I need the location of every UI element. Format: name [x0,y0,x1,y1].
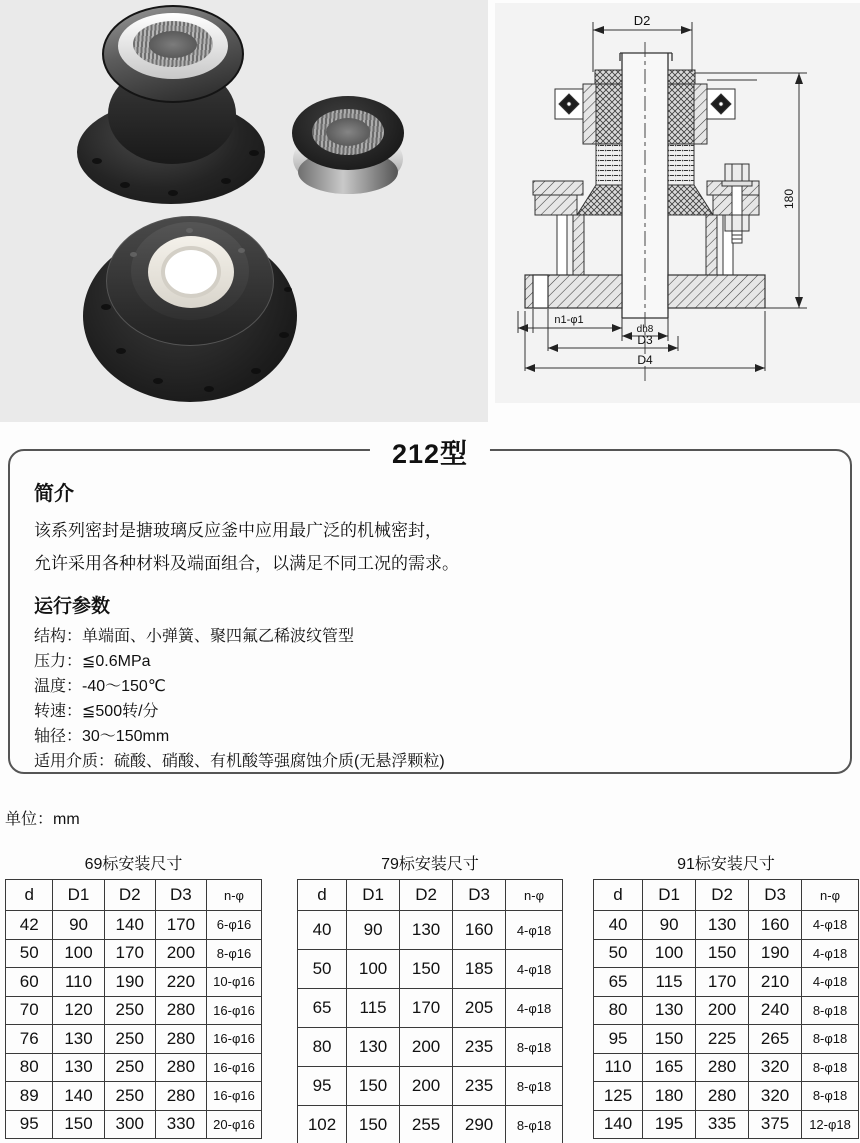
table-cell: 80 [594,996,643,1025]
table-cell: 170 [104,939,155,968]
table-cell: 150 [347,1106,400,1143]
table-cell: 8-φ18 [802,1053,859,1082]
table-cell: 205 [453,989,506,1028]
table-title-69: 69标安装尺寸 [84,856,183,873]
header-row [594,880,859,911]
table-cell: 89 [6,1082,53,1111]
table-cell: 140 [104,911,155,940]
seal2-bore [161,246,221,298]
table-cell: 140 [594,1110,643,1139]
column-header: n-φ [506,880,563,911]
table-cell: 250 [104,1025,155,1054]
table-cell: 95 [6,1110,53,1139]
table-row [298,1067,563,1106]
shaft [620,53,672,318]
table-row [6,1053,262,1082]
table-cell: 102 [298,1106,347,1143]
table-row [594,939,859,968]
table-cell: 140 [53,1082,104,1111]
table-cell: 100 [53,939,104,968]
table-cell: 8-φ18 [506,1028,563,1067]
table-cell: 16-φ16 [207,1053,262,1082]
column-header: D2 [104,880,155,911]
table-row [594,968,859,997]
table-cell: 4-φ18 [506,950,563,989]
table-cell: 280 [155,1025,206,1054]
table-cell: 200 [400,1067,453,1106]
table-row [594,1110,859,1139]
table-cell: 50 [6,939,53,968]
dimension-table-69 [5,879,262,1139]
table-cell: 280 [155,996,206,1025]
table-cell: 240 [749,996,802,1025]
dimension-table-79 [297,879,563,1143]
intro-line: 该系列密封是搪玻璃反应釜中应用最广泛的机械密封， [34,521,442,540]
table-row [594,1053,859,1082]
table-cell: 50 [298,950,347,989]
table-cell: 160 [749,911,802,940]
table-cell: 130 [347,1028,400,1067]
page-title: 212型 [370,432,490,471]
table-cell: 115 [347,989,400,1028]
table-cell: 125 [594,1082,643,1111]
table-cell: 95 [594,1025,643,1054]
param-line-speed: 转速：≦500转/分 [34,703,159,721]
table-cell: 120 [53,996,104,1025]
column-header: n-φ [207,880,262,911]
product-photo-panel [0,0,488,422]
table-cell: 280 [696,1053,749,1082]
table-cell: 4-φ18 [506,911,563,950]
dim-label-d3: D3 [637,333,653,347]
param-line-temperature: 温度：-40～150℃ [34,678,166,696]
table-cell: 280 [155,1082,206,1111]
column-header: D1 [643,880,696,911]
intro-heading: 简介 [34,483,74,505]
table-cell: 150 [347,1067,400,1106]
table-cell: 320 [749,1082,802,1111]
table-cell: 375 [749,1110,802,1139]
table-cell: 20-φ16 [207,1110,262,1139]
table-cell: 130 [643,996,696,1025]
table-cell: 320 [749,1053,802,1082]
table-cell: 80 [6,1053,53,1082]
table-cell: 130 [53,1053,104,1082]
seal-bore [149,31,197,58]
table-cell: 335 [696,1110,749,1139]
table-cell: 50 [594,939,643,968]
set-screw-left [555,89,583,119]
table-cell: 190 [749,939,802,968]
table-cell: 290 [453,1106,506,1143]
table-cell: 4-φ18 [802,939,859,968]
table-cell: 76 [6,1025,53,1054]
table-cell: 330 [155,1110,206,1139]
table-row [6,939,262,968]
technical-drawing [495,3,860,403]
column-header: n-φ [802,880,859,911]
dim-label-d4: D4 [637,353,653,367]
dim-label-n1: n1-φ1 [554,314,584,326]
table-cell: 16-φ16 [207,996,262,1025]
table-row [298,1106,563,1143]
table-cell: 16-φ16 [207,1025,262,1054]
table-cell: 185 [453,950,506,989]
table-cell: 150 [696,939,749,968]
table-cell: 60 [6,968,53,997]
table-cell: 150 [53,1110,104,1139]
set-screw-right [707,89,735,119]
table-cell: 130 [696,911,749,940]
table-cell: 4-φ18 [802,968,859,997]
table-cell: 210 [749,968,802,997]
table-cell: 265 [749,1025,802,1054]
table-section-69 [5,851,262,1139]
params-heading: 运行参数 [34,596,111,618]
dim-label-180: 180 [782,188,796,210]
column-header: D2 [400,880,453,911]
table-cell: 4-φ18 [802,911,859,940]
table-cell: 170 [696,968,749,997]
table-cell: 40 [594,911,643,940]
table-cell: 90 [643,911,696,940]
table-cell: 16-φ16 [207,1082,262,1111]
table-row [6,1082,262,1111]
param-line-shaft-diameter: 轴径：30～150mm [34,728,170,746]
table-cell: 8-φ18 [802,1025,859,1054]
table-row [594,996,859,1025]
ring-bore [326,118,370,146]
table-cell: 70 [6,996,53,1025]
table-row [594,911,859,940]
table-cell: 170 [155,911,206,940]
table-title-79: 79标安装尺寸 [381,856,479,873]
param-line-pressure: 压力：≦0.6MPa [34,653,151,671]
table-cell: 280 [696,1082,749,1111]
table-cell: 65 [298,989,347,1028]
unit-label: 单位：mm [5,811,80,828]
table-row [594,1082,859,1111]
table-cell: 200 [400,1028,453,1067]
table-cell: 200 [155,939,206,968]
table-row [298,911,563,950]
table-cell: 40 [298,911,347,950]
spec-box [8,449,852,774]
table-row [6,911,262,940]
table-cell: 150 [643,1025,696,1054]
table-row [298,989,563,1028]
header-row [298,880,563,911]
header-row [6,880,262,911]
table-cell: 6-φ16 [207,911,262,940]
table-cell: 10-φ16 [207,968,262,997]
table-cell: 90 [347,911,400,950]
table-cell: 190 [104,968,155,997]
table-row [6,1025,262,1054]
table-cell: 90 [53,911,104,940]
table-cell: 110 [53,968,104,997]
table-row [6,1110,262,1139]
table-cell: 130 [53,1025,104,1054]
table-cell: 170 [400,989,453,1028]
column-header: d [6,880,53,911]
table-cell: 200 [696,996,749,1025]
table-cell: 100 [347,950,400,989]
table-cell: 100 [643,939,696,968]
column-header: d [298,880,347,911]
table-row [6,996,262,1025]
table-section-91 [593,851,859,1139]
column-header: D2 [696,880,749,911]
table-cell: 300 [104,1110,155,1139]
table-cell: 150 [400,950,453,989]
table-cell: 115 [643,968,696,997]
table-cell: 235 [453,1067,506,1106]
table-cell: 8-φ16 [207,939,262,968]
table-cell: 220 [155,968,206,997]
table-cell: 4-φ18 [506,989,563,1028]
param-line-structure: 结构：单端面、小弹簧、聚四氟乙稀波纹管型 [34,628,355,646]
table-cell: 95 [298,1067,347,1106]
table-cell: 165 [643,1053,696,1082]
column-header: D1 [347,880,400,911]
table-row [6,968,262,997]
table-cell: 8-φ18 [802,1082,859,1111]
column-header: d [594,880,643,911]
table-cell: 80 [298,1028,347,1067]
table-cell: 255 [400,1106,453,1143]
table-section-79 [297,851,563,1143]
column-header: D3 [453,880,506,911]
table-cell: 160 [453,911,506,950]
table-cell: 65 [594,968,643,997]
column-header: D3 [155,880,206,911]
table-cell: 250 [104,996,155,1025]
table-row [298,1028,563,1067]
table-cell: 250 [104,1053,155,1082]
table-cell: 8-φ18 [506,1106,563,1143]
param-line-media: 适用介质：硫酸、硝酸、有机酸等强腐蚀介质(无悬浮颗粒) [34,753,445,771]
table-cell: 8-φ18 [802,996,859,1025]
intro-line: 允许采用各种材料及端面组合，以满足不同工况的需求。 [34,553,459,573]
dim-label-dh8: dh8 [636,324,654,335]
dimension-table-91 [593,879,859,1139]
table-row [298,950,563,989]
table-cell: 12-φ18 [802,1110,859,1139]
table-cell: 8-φ18 [506,1067,563,1106]
column-header: D3 [749,880,802,911]
column-header: D1 [53,880,104,911]
table-cell: 280 [155,1053,206,1082]
table-cell: 180 [643,1082,696,1111]
table-row [594,1025,859,1054]
table-cell: 250 [104,1082,155,1111]
table-title-91: 91标安装尺寸 [677,856,775,873]
table-cell: 42 [6,911,53,940]
dim-label-d2: D2 [633,13,651,28]
table-cell: 130 [400,911,453,950]
table-cell: 225 [696,1025,749,1054]
table-cell: 110 [594,1053,643,1082]
table-cell: 195 [643,1110,696,1139]
table-cell: 235 [453,1028,506,1067]
